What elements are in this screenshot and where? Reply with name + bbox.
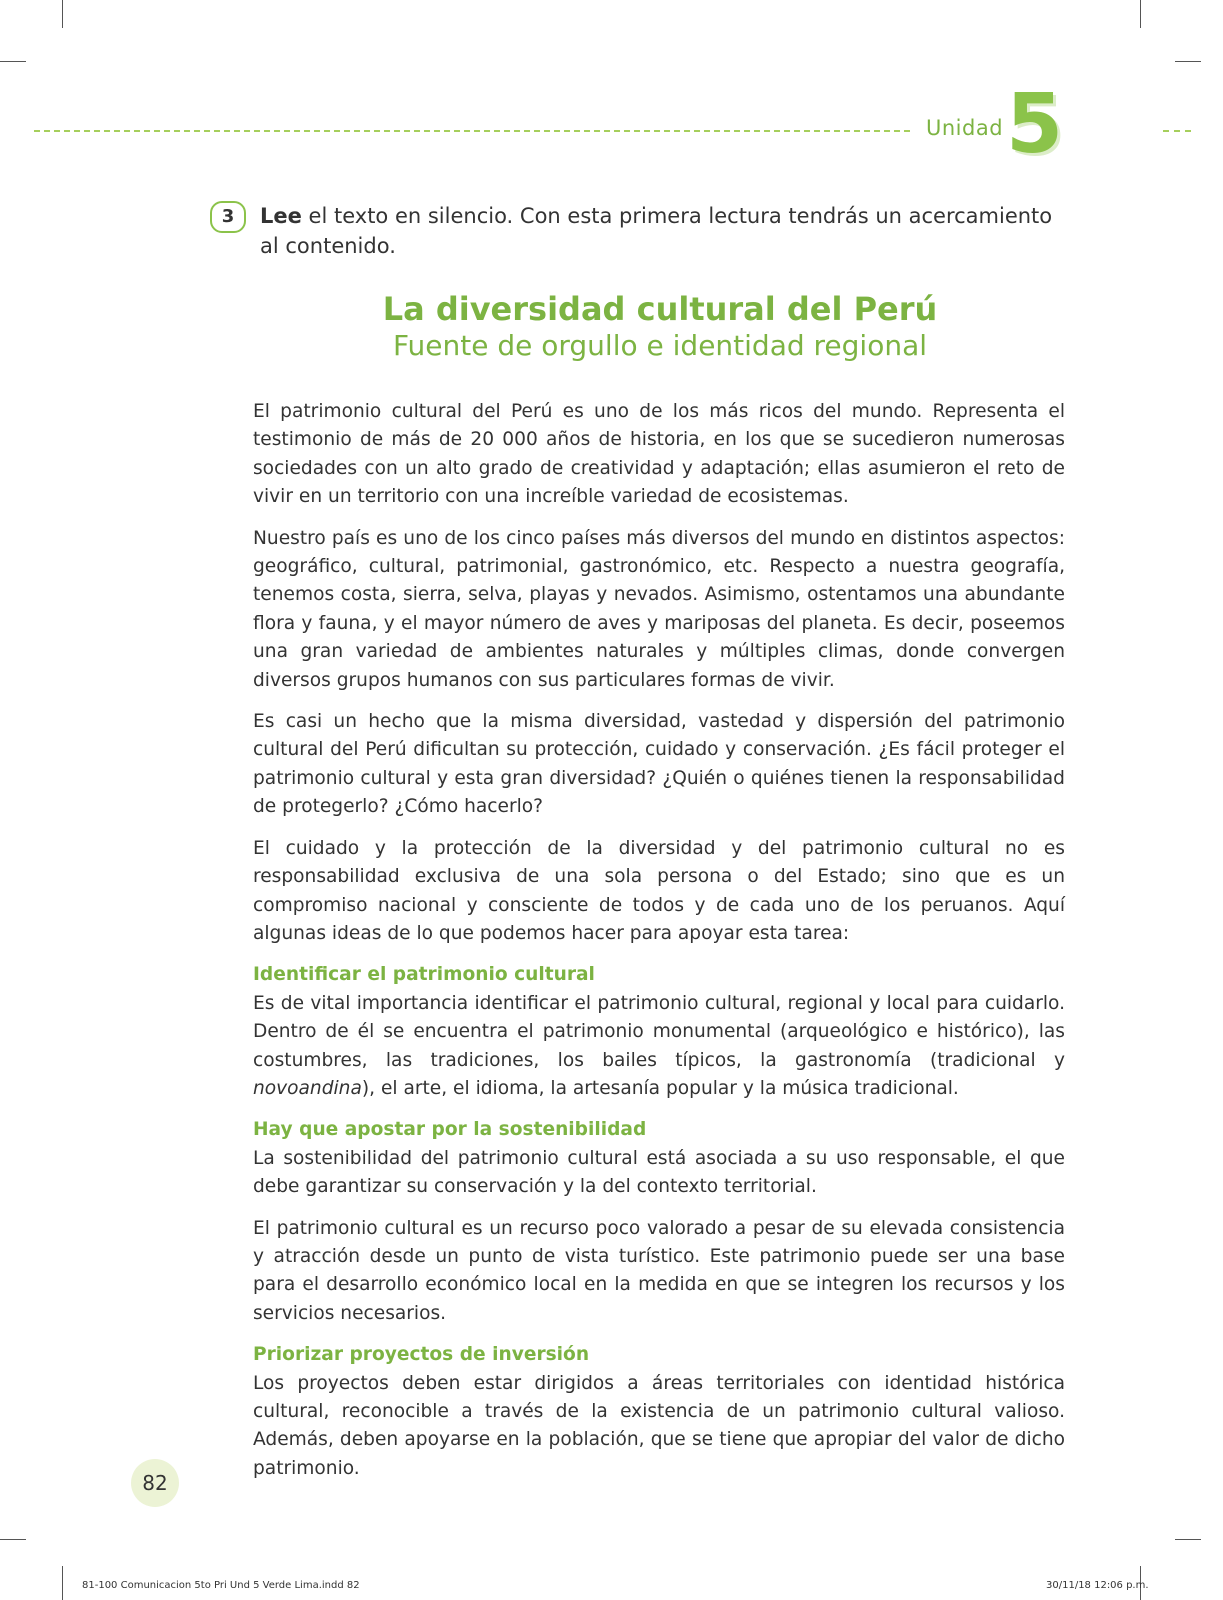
section-heading: Hay que apostar por la sostenibilidad	[253, 1119, 647, 1141]
paragraph: El cuidado y la protección de la diversidad y del patrimonio cultural no es responsabilidad exclusiva de una sola persona o del Estado; sino que es un compromiso nacional y consciente de todos y de cada uno de los peruanos. Aquí algunas ideas de lo que podemos hacer para apoyar esta tarea:	[253, 837, 1065, 944]
paragraph: La sostenibilidad del patrimonio cultural está asociada a su uso responsable, el que debe garantizar su conservación y la del contexto territorial.	[253, 1147, 1065, 1198]
paragraph: El patrimonio cultural del Perú es uno de los más ricos del mundo. Representa el testimonio de más de 20 000 años de historia, en los que se sucedieron numerosas sociedades con un alto grado de creatividad y adaptación; ellas asumieron el reto de vivir en un territorio con una increíble variedad de ecosistemas.	[253, 401, 1065, 508]
crop-mark	[62, 0, 63, 28]
crop-mark	[1175, 1539, 1201, 1540]
activity-lead-word: Lee	[260, 204, 302, 228]
header-dash-line	[34, 130, 910, 132]
header-dash-line-right	[1163, 130, 1191, 132]
crop-mark	[0, 1539, 26, 1540]
activity-text-body: el texto en silencio. Con esta primera lectura tendrás un acercamiento al contenido.	[260, 204, 1053, 258]
crop-mark	[0, 61, 26, 62]
paragraph: Nuestro país es uno de los cinco países más diversos del mundo en distintos aspectos: geográfico, cultural, patrimonial, gastronómico, etc. Respecto a nuestra geografía, tenemos costa, sierra, selva, playas y nevados. Asimismo, ostentamos una abundante flora y fauna, y el mayor número de aves y mariposas del planeta. Es decir, poseemos una gran variedad de ambientes naturales y múltiples climas, donde convergen diversos grupos humanos con sus particulares formas de vivir.	[253, 527, 1065, 691]
activity-text	[260, 201, 1070, 261]
unit-number: 5	[1006, 77, 1064, 172]
crop-mark	[1175, 61, 1201, 62]
paragraph: Es casi un hecho que la misma diversidad, vastedad y dispersión del patrimonio cultural del Perú dificultan su protección, cuidado y conservación. ¿Es fácil proteger el patrimonio cultural y esta gran diversidad? ¿Quién o quiénes tienen la responsabilidad de protegerlo? ¿Cómo hacerlo?	[253, 711, 1065, 818]
activity-instruction	[210, 201, 1070, 261]
page-number: 82	[131, 1459, 179, 1507]
crop-mark	[1140, 0, 1141, 28]
paragraph: El patrimonio cultural es un recurso poco valorado a pesar de su elevada consistencia y atracción desde un punto de vista turístico. Este patrimonio puede ser una base para el desarrollo económico local en la medida en que se integren los recursos y los servicios necesarios.	[253, 1217, 1065, 1324]
article-body	[253, 398, 1065, 1496]
article-subtitle: Fuente de orgullo e identidad regional	[392, 329, 928, 362]
section-heading: Priorizar proyectos de inversión	[253, 1344, 590, 1366]
print-slug-date: 30/11/18 12:06 p.m.	[1046, 1580, 1149, 1591]
paragraph: Los proyectos deben estar dirigidos a áreas territoriales con identidad histórica cultural, reconocible a través de la existencia de un patrimonio cultural valioso. Además, deben apoyarse en la población, que se tiene que apropiar del valor de dicho patrimonio.	[253, 1372, 1065, 1479]
print-slug-file: 81-100 Comunicacion 5to Pri Und 5 Verde Lima.indd 82	[82, 1580, 360, 1591]
italic-term: novoandina	[253, 1077, 362, 1099]
article-title: La diversidad cultural del Perú	[382, 290, 938, 328]
crop-mark	[62, 1566, 63, 1600]
paragraph-text: ), el arte, el idioma, la artesanía popular y la música tradicional.	[361, 1077, 959, 1099]
paragraph-text: Es de vital importancia identificar el patrimonio cultural, regional y local para cuidarlo. Dentro de él se encuentra el patrimonio monumental (arqueológico e histórico), las costumbres, las tradiciones, los bailes típicos, la gastronomía (tradicional y	[253, 992, 1065, 1071]
unit-label: Unidad	[926, 116, 1004, 140]
section-heading: Identificar el patrimonio cultural	[253, 964, 595, 986]
activity-number-badge: 3	[210, 201, 246, 233]
paragraph	[253, 990, 1065, 1104]
